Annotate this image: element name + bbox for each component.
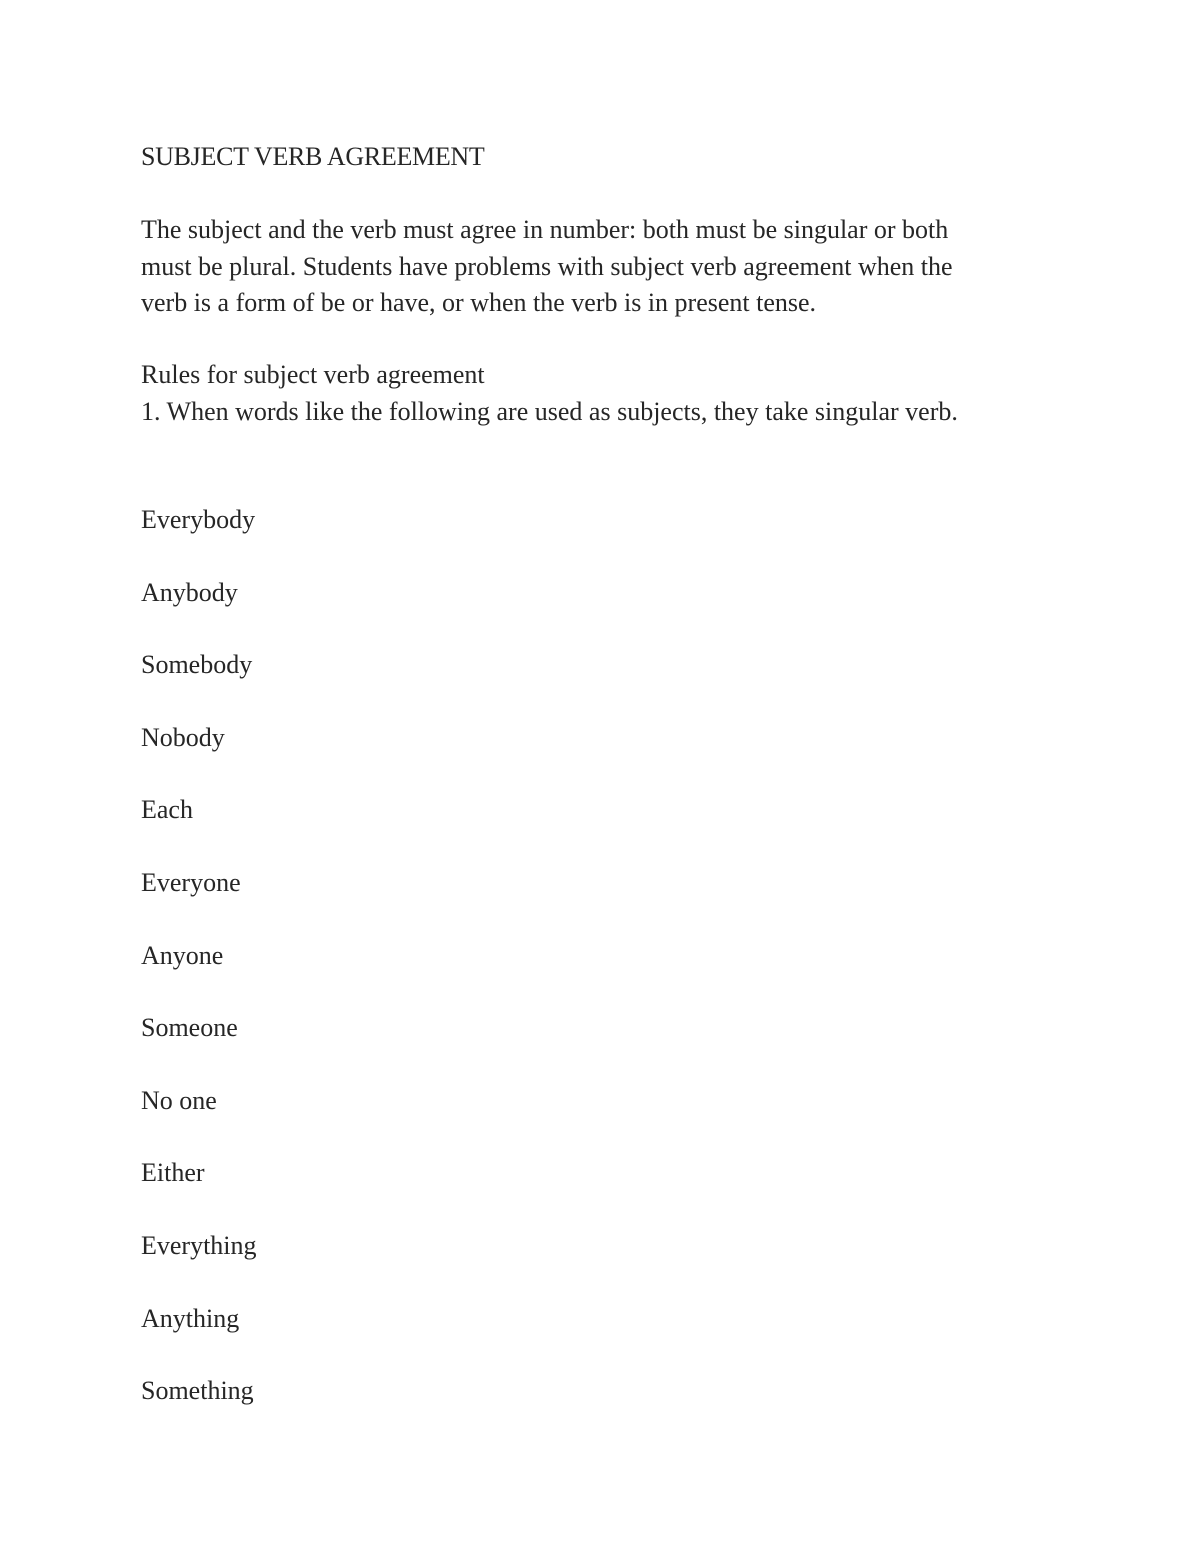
list-item: Somebody [141, 650, 253, 680]
intro-line: must be plural. Students have problems with subject verb agreement when the [141, 251, 953, 281]
list-item: Anybody [141, 577, 238, 607]
list-item: No one [141, 1085, 217, 1115]
page-title: SUBJECT VERB AGREEMENT [141, 142, 485, 171]
list-item: Either [141, 1158, 205, 1188]
list-item: Anything [141, 1303, 240, 1333]
word-list [141, 502, 257, 1446]
list-item: Someone [141, 1013, 238, 1043]
list-item: Each [141, 795, 193, 825]
rules-heading: Rules for subject verb agreement [141, 360, 485, 389]
list-item: Something [141, 1376, 254, 1406]
list-item: Everybody [141, 505, 256, 534]
list-item: Everyone [141, 867, 241, 897]
list-item: Nobody [141, 722, 225, 752]
list-item: Anyone [141, 940, 224, 970]
intro-line: verb is a form of be or have, or when the verb is in present tense. [141, 288, 817, 317]
list-item: Everything [141, 1230, 257, 1260]
intro-line: The subject and the verb must agree in number: both must be singular or both [141, 215, 949, 244]
rule-item: 1. When words like the following are used as subjects, they take singular verb. [141, 397, 958, 426]
intro-paragraph [141, 212, 1041, 322]
